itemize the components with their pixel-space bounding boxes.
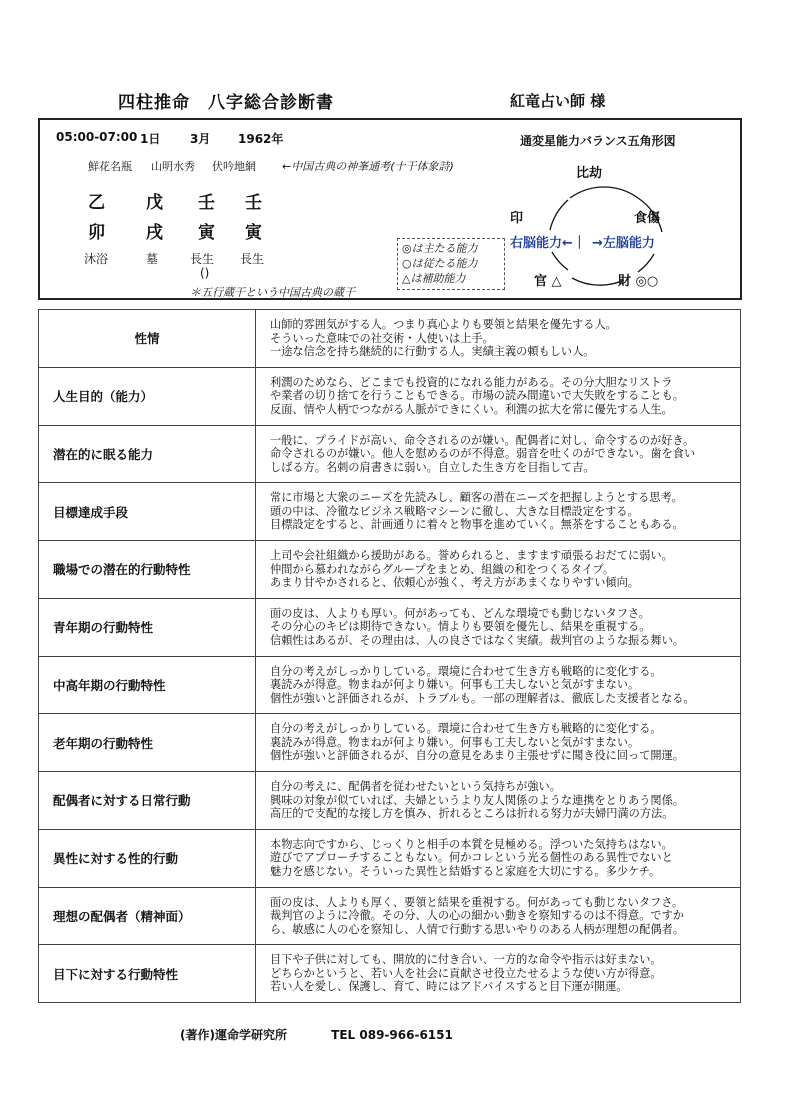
- stem-hour: 乙: [88, 193, 105, 213]
- trait-description: [256, 772, 741, 830]
- table-row: [39, 367, 741, 425]
- branch-hour: 卯: [88, 223, 105, 243]
- desc-line: 目下や子供に対しても、開放的に付き合い、一方的な命令や指示は好まない。: [270, 953, 662, 967]
- zokan-note: ＊五行蔵干という中国古典の蔵干: [190, 286, 355, 299]
- desc-line: 反面、情や人柄でつながる人脈ができにくい。利潤の拡大を常に優先する人生。: [270, 402, 673, 416]
- stage-day: 墓: [146, 252, 159, 266]
- client-name: 紅竜占い師 様: [510, 92, 606, 110]
- desc-line: そういった意味での社交術・人使いは上手。: [270, 331, 494, 345]
- trait-description: [256, 945, 741, 1003]
- table-row: [39, 656, 741, 714]
- desc-line: 自分の考えに、配偶者を従わせたいという気持ちが強い。: [270, 780, 561, 794]
- desc-line: あまり甘やかされると、依頼心が強く、考え方があまくなりやすい傾向。: [270, 576, 639, 590]
- desc-line: 一般に、プライドが高い、命令されるのが嫌い。配偶者に対し、命令するのが好き。: [270, 433, 695, 447]
- desc-line: 仲間から慕われながらグループをまとめ、組織の和をつくるタイプ。: [270, 562, 615, 576]
- stem-day: 戊: [146, 193, 163, 213]
- shinjin-item: 伏吟地網: [212, 160, 256, 173]
- telephone: TEL 089-966-6151: [331, 1028, 453, 1042]
- birth-time: 05:00-07:00: [56, 130, 138, 144]
- footer: [180, 1026, 493, 1043]
- shinjin-item: 鮮花名瓶: [88, 160, 132, 173]
- legend-item: ○は従たる能力: [402, 257, 478, 270]
- desc-line: 興味の対象が似ていれば、夫婦というより友人関係のような連携をとりあう関係。: [270, 793, 684, 807]
- stage-year: 長生: [240, 252, 265, 266]
- trait-description: [256, 887, 741, 945]
- desc-line: しばる方。名刺の肩書きに弱い。自立した生き方を目指して吉。: [270, 460, 595, 474]
- shinjin-item: 山明水秀: [151, 160, 195, 173]
- trait-description: [256, 541, 741, 599]
- desc-line: 面の皮は、人よりも厚く、要領と結果を重視する。何があっても動じないタフさ。: [270, 895, 684, 909]
- birth-day: 1日: [140, 132, 161, 146]
- trait-description: [256, 714, 741, 772]
- shinjin-note: ←中国古典の神峯通考(十干体象詩): [282, 160, 454, 173]
- trait-description: [256, 656, 741, 714]
- branch-day: 戌: [146, 223, 163, 243]
- desc-line: 信頼性はあるが、その理由は、人の良さではなく実績。裁判官のような振る舞い。: [270, 633, 684, 647]
- desc-line: 本物志向ですから、じっくりと相手の本質を見極める。浮ついた気持ちはない。: [270, 837, 673, 851]
- publisher: (著作)運命学研究所: [180, 1028, 287, 1042]
- desc-line: その分心のキビは期待できない。情よりも要領を優先し、結果を重視する。: [270, 620, 651, 634]
- desc-line: どちらかというと、若い人を社会に貢献させ役立たせるような使い方が得意。: [270, 966, 662, 980]
- desc-line: 利潤のためなら、どこまでも投資的になれる能力がある。その分大胆なリストラ: [270, 375, 673, 389]
- trait-description: [256, 310, 741, 368]
- page-title: 四柱推命 八字総合診断書: [118, 93, 334, 113]
- desc-line: 一途な信念を持ち継続的に行動する人。実績主義の頼もしい人。: [270, 345, 595, 359]
- branch-month: 寅: [198, 223, 215, 243]
- trait-label: 配偶者に対する日常行動: [39, 772, 256, 830]
- table-row: [39, 772, 741, 830]
- table-row: [39, 829, 741, 887]
- stem-month: 壬: [198, 193, 215, 213]
- traits-table: [38, 309, 741, 1003]
- zokan: (): [200, 266, 210, 280]
- desc-line: 頭の中は、冷徹なビジネス戦略マシーンに徹し、大きな目標設定をする。: [270, 504, 639, 518]
- trait-description: [256, 598, 741, 656]
- trait-description: [256, 425, 741, 483]
- trait-label: 青年期の行動特性: [39, 598, 256, 656]
- desc-line: 魅力を感じない。そういった異性と結婚すると家庭を大切にする。多少ケチ。: [270, 864, 661, 878]
- table-row: [39, 714, 741, 772]
- brain-right-label: →左脳能力: [592, 236, 655, 251]
- birth-year: 1962年: [238, 132, 284, 146]
- desc-line: 高圧的で支配的な接し方を慎み、折れるところは折れる努力が夫婦円満の方法。: [270, 807, 674, 821]
- trait-label: 異性に対する性的行動: [39, 829, 256, 887]
- trait-label: 人生目的（能力）: [39, 367, 256, 425]
- trait-label: 潜在的に眠る能力: [39, 425, 256, 483]
- table-row: [39, 887, 741, 945]
- table-row: [39, 425, 741, 483]
- desc-line: 裁判官のように冷徹。その分、人の心の細かい動きを察知するのは不得意。ですか: [270, 909, 684, 923]
- desc-line: 自分の考えがしっかりしている。環境に合わせて生き方も戦略的に変化する。: [270, 722, 662, 736]
- desc-line: 目標設定をすると、計画通りに着々と物事を進めていく。無茶をすることもある。: [270, 518, 684, 532]
- trait-description: [256, 483, 741, 541]
- table-row: [39, 310, 741, 368]
- pentagon-bottom-right-label: 財 ◎○: [618, 274, 659, 289]
- desc-line: 自分の考えがしっかりしている。環境に合わせて生き方も戦略的に変化する。: [270, 664, 662, 678]
- legend-item: △は補助能力: [402, 272, 466, 285]
- desc-line: 山師的雰囲気がする人。つまり真心よりも要領と結果を優先する人。: [270, 318, 617, 332]
- table-row: [39, 483, 741, 541]
- desc-line: 命令されるのが嫌い。他人を慰めるのが不得意。弱音を吐くのができない。歯を食い: [270, 447, 696, 461]
- desc-line: 面の皮は、人よりも厚い。何があっても、どんな環境でも動じないタフさ。: [270, 606, 650, 620]
- brain-left-label: 右脳能力←｜: [510, 236, 586, 251]
- desc-line: 個性が強いと評価されるが、トラブルも。一部の理解者は、徹底した支援者となる。: [270, 691, 695, 705]
- desc-line: や業者の切り捨てを行うこともできる。市場の読み間違いで大失敗をすることも。: [270, 389, 684, 403]
- desc-line: ら、敏感に人の心を察知し、人情で行動する思いやりのある人柄が理想の配偶者。: [270, 922, 684, 936]
- trait-label: 理想の配偶者（精神面）: [39, 887, 256, 945]
- ability-legend: [397, 238, 505, 290]
- trait-label: 目下に対する行動特性: [39, 945, 256, 1003]
- legend-item: ◎は主たる能力: [402, 242, 478, 255]
- trait-label: 老年期の行動特性: [39, 714, 256, 772]
- table-row: [39, 945, 741, 1003]
- pentagon-bottom-left-label: 官 △: [534, 274, 562, 289]
- trait-label: 性情: [39, 310, 256, 368]
- desc-line: 裏読みが得意。物まねが何より嫌い。何事も工夫しないと気がすまない。: [270, 735, 640, 749]
- birth-month: 3月: [190, 132, 211, 146]
- desc-line: 常に市場と大衆のニーズを先読みし、顧客の潜在ニーズを把握しようとする思考。: [270, 491, 683, 505]
- trait-label: 中高年期の行動特性: [39, 656, 256, 714]
- stem-year: 壬: [245, 193, 262, 213]
- table-row: [39, 598, 741, 656]
- trait-description: [256, 367, 741, 425]
- desc-line: 上司や会社組織から援助がある。誉められると、ますます頑張るおだてに弱い。: [270, 549, 673, 563]
- trait-label: 目標達成手段: [39, 483, 256, 541]
- desc-line: 遊びでアプローチすることもない。何かコレという光る個性のある異性でないと: [270, 851, 673, 865]
- pentagon-title: 通変星能力バランス五角形図: [520, 134, 676, 148]
- stage-month: 長生: [190, 252, 215, 266]
- pentagon-right-label: 食傷: [634, 211, 661, 226]
- desc-line: 個性が強いと評価されるが、自分の意見をあまり主張せずに聞き役に回って開運。: [270, 749, 684, 763]
- desc-line: 若い人を愛し、保護し、育て、時にはアドバイスすると目下運が開運。: [270, 980, 628, 994]
- pentagon-top-label: 比劫: [576, 166, 603, 181]
- pentagon-left-label: 印: [510, 211, 524, 226]
- table-row: [39, 541, 741, 599]
- trait-description: [256, 829, 741, 887]
- trait-label: 職場での潜在的行動特性: [39, 541, 256, 599]
- branch-year: 寅: [245, 223, 262, 243]
- desc-line: 裏読みが得意。物まねが何より嫌い。何事も工夫しないと気がすまない。: [270, 678, 640, 692]
- stage-hour: 沐浴: [84, 252, 109, 266]
